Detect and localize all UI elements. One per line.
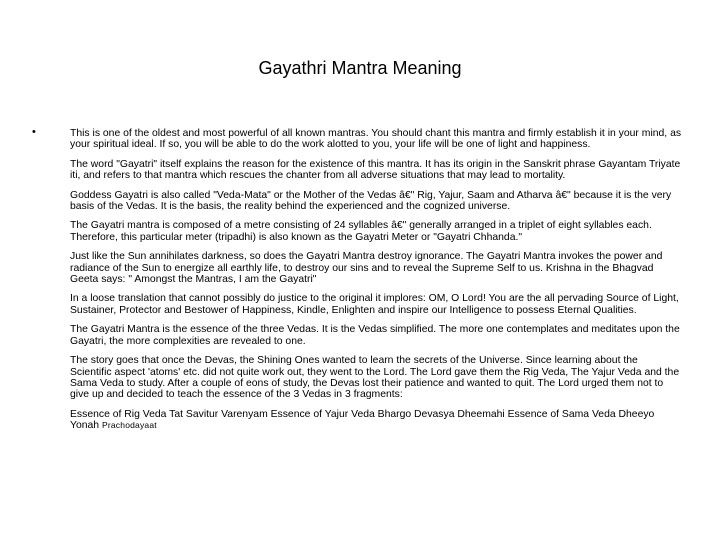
fragments-text: Essence of Rig Veda Tat Savitur Varenyam Essence of Yajur Veda Bhargo Devasya Dheemahi Essence of Sama Veda Dheeyo Yonah <box>70 408 655 432</box>
paragraph-essence: The Gayatri Mantra is the essence of the three Vedas. It is the Vedas simplified. The more one contemplates and meditates upon the Gayatri, the more complexities are revealed to one. <box>70 324 680 347</box>
fragments-small-text: Prachodayaat <box>101 420 157 431</box>
paragraph-word-origin: The word "Gayatri" itself explains the reason for the existence of this mantra. It has its origin in the Sanskrit phrase Gayantam Triyate iti, and refers to that mantra which rescues the chanter from all adverse situations that may lead to mortality. <box>70 158 681 182</box>
paragraph-story: The story goes that once the Devas, the Shining Ones wanted to learn the secrets of the Universe. Since learning about the Scientific aspect 'atoms' etc. did not quite work out, they went to the Lord. The Lord gave them the Rig Veda, The Yajur Veda and the Sama Veda to study. After a couple of eons of study, the Devas lost their patience and wanted to quit. The Lord urged them not to give up and decided to teach the essence of the 3 Vedas in 3 fragments: <box>70 355 680 401</box>
paragraph-veda-mata: Goddess Gayatri is also called "Veda-Mata" or the Mother of the Vedas â€" Rig, Yajur, Saam and Atharva â€" because it is the very basis of the Vedas. It is the basis, the reality behind the experienced and the cognized universe. <box>70 189 672 213</box>
paragraph-fragments <box>70 409 682 432</box>
body-text <box>70 128 682 432</box>
paragraph-intro-line1: This is one of the oldest and most powerful of all known mantras. You should chant this mantra and firmly establish it in your mind, as <box>70 128 682 139</box>
slide-title: Gayathri Mantra Meaning <box>258 58 462 78</box>
paragraph-intro-line2: your spiritual ideal. If so, you will be able to do the work alotted to you, your life will be one of light and happiness. <box>70 139 591 151</box>
paragraph-metre: The Gayatri mantra is composed of a metre consisting of 24 syllables â€" generally arranged in a triplet of eight syllables each. Therefore, this particular meter (tripadhi) is also known as the Gayatri Meter or "Gayatri Chhanda." <box>70 220 652 243</box>
paragraph-translation: In a loose translation that cannot possibly do justice to the original it implores: OM, O Lord! You are the all pervading Source of Light, Sustainer, Protector and Bestower of Happiness, Kindle, Enlighten and inspire our Intelligence to possess Eternal Qualities. <box>70 293 679 316</box>
paragraph-sun: Just like the Sun annihilates darkness, so does the Gayatri Mantra destroy ignorance. The Gayatri Mantra invokes the power and radiance of the Sun to energize all earthly life, to destroy our sins and to reveal the Supreme Self to us. Krishna in the Bhagvad Geeta says: " Amongst the Mantras, I am the Gayatri" <box>70 251 663 286</box>
paragraph-intro <box>70 128 682 151</box>
bullet-marker: • <box>32 126 36 138</box>
